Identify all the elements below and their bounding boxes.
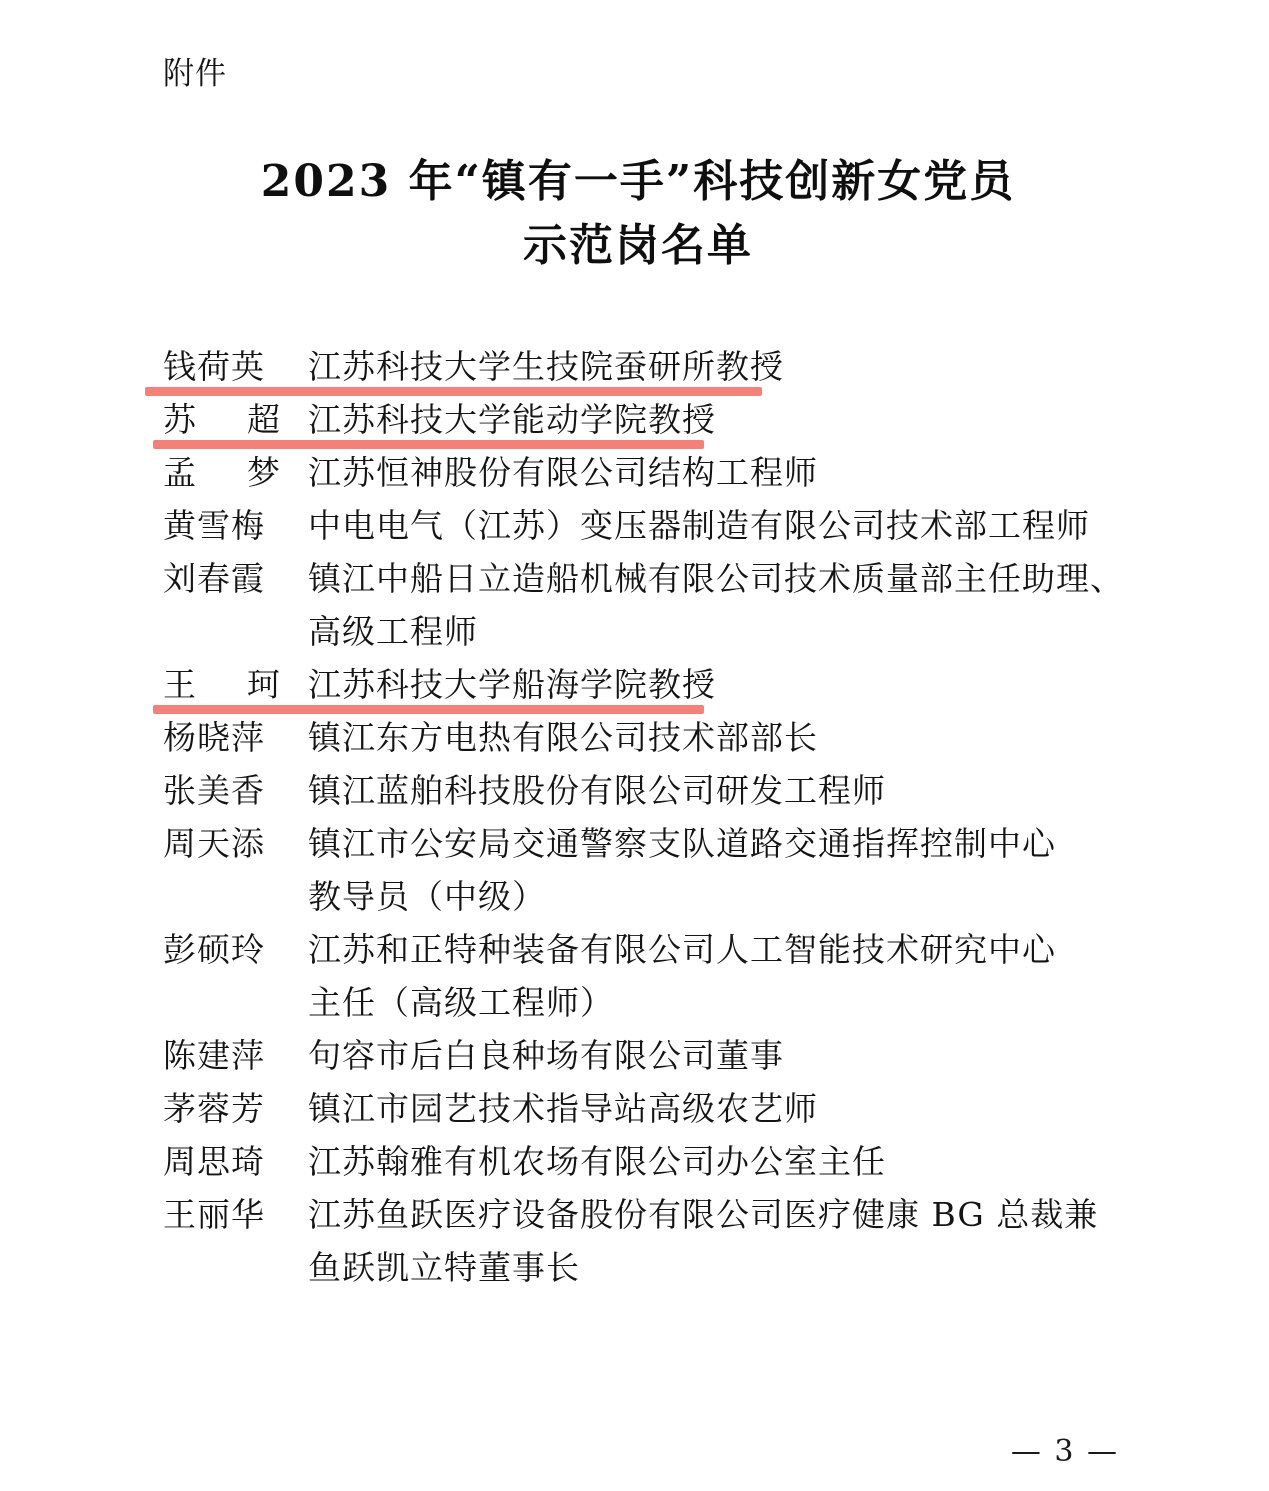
list-item xyxy=(163,764,1123,817)
list-item xyxy=(163,499,1123,552)
title-line-2: 示范岗名单 xyxy=(523,219,753,271)
list-item xyxy=(163,817,1123,923)
person-affiliation: 江苏和正特种装备有限公司人工智能技术研究中心 xyxy=(308,930,1056,969)
list-item-main-line xyxy=(163,1188,1123,1241)
person-affiliation: 句容市后白良种场有限公司董事 xyxy=(308,1036,784,1075)
list-item-main-line xyxy=(163,340,1123,393)
person-name-char: 超 xyxy=(247,400,281,439)
list-item xyxy=(163,711,1123,764)
person-name: 陈建萍 xyxy=(163,1036,265,1075)
person-name-char: 珂 xyxy=(247,665,281,704)
title-line-1: 2023 年“镇有一手”科技创新女党员 xyxy=(260,156,1016,207)
person-name-char: 孟 xyxy=(163,453,197,492)
person-affiliation: 镇江东方电热有限公司技术部部长 xyxy=(308,718,818,757)
list-item-main-line xyxy=(163,817,1123,870)
person-affiliation: 江苏恒神股份有限公司结构工程师 xyxy=(308,453,818,492)
list-item xyxy=(163,1029,1123,1082)
person-name: 张美香 xyxy=(163,771,265,810)
list-item-main-line xyxy=(163,764,1123,817)
person-name: 杨晓萍 xyxy=(163,718,265,757)
person-name: 黄雪梅 xyxy=(163,506,265,545)
attachment-label: 附件 xyxy=(163,56,227,92)
list-item xyxy=(163,1188,1123,1294)
person-name xyxy=(163,658,308,711)
person-name: 王丽华 xyxy=(163,1195,265,1234)
page-number: — 3 — xyxy=(1010,1434,1119,1469)
person-affiliation: 江苏鱼跃医疗设备股份有限公司医疗健康 BG 总裁兼 xyxy=(308,1195,1099,1234)
list-item-main-line xyxy=(163,499,1123,552)
list-item xyxy=(163,658,1123,711)
list-item xyxy=(163,1135,1123,1188)
list-item xyxy=(163,393,1123,446)
person-name: 周天添 xyxy=(163,824,265,863)
list-item-main-line xyxy=(163,446,1123,499)
list-item xyxy=(163,340,1123,393)
list-item-main-line xyxy=(163,1135,1123,1188)
list-item xyxy=(163,552,1123,658)
person-name-char: 王 xyxy=(163,665,197,704)
person-affiliation: 江苏翰雅有机农场有限公司办公室主任 xyxy=(308,1142,886,1181)
person-affiliation: 江苏科技大学生技院蚕研所教授 xyxy=(308,347,784,386)
person-affiliation-continued: 鱼跃凯立特董事长 xyxy=(308,1248,580,1287)
person-affiliation-continued: 主任（高级工程师） xyxy=(308,983,614,1022)
person-name xyxy=(163,446,308,499)
person-name: 钱荷英 xyxy=(163,347,265,386)
award-list xyxy=(163,340,1123,1294)
person-affiliation-continued: 高级工程师 xyxy=(308,612,478,651)
person-name: 周思琦 xyxy=(163,1142,265,1181)
list-item-main-line xyxy=(163,552,1123,605)
person-affiliation: 镇江市园艺技术指导站高级农艺师 xyxy=(308,1089,818,1128)
person-name: 茅蓉芳 xyxy=(163,1089,265,1128)
page-title xyxy=(163,150,1113,278)
list-item-main-line xyxy=(163,923,1123,976)
person-name: 彭硕玲 xyxy=(163,930,265,969)
list-item-main-line xyxy=(163,393,1123,446)
person-name: 刘春霞 xyxy=(163,559,265,598)
person-affiliation: 镇江中船日立造船机械有限公司技术质量部主任助理、 xyxy=(308,559,1124,598)
person-name-char: 苏 xyxy=(163,400,197,439)
person-affiliation: 镇江市公安局交通警察支队道路交通指挥控制中心 xyxy=(308,824,1056,863)
list-item-main-line xyxy=(163,1029,1123,1082)
list-item xyxy=(163,1082,1123,1135)
list-item-main-line xyxy=(163,658,1123,711)
person-name xyxy=(163,393,308,446)
person-affiliation-continued: 教导员（中级） xyxy=(308,877,546,916)
person-affiliation: 江苏科技大学船海学院教授 xyxy=(308,665,716,704)
person-affiliation: 镇江蓝舶科技股份有限公司研发工程师 xyxy=(308,771,886,810)
list-item-main-line xyxy=(163,1082,1123,1135)
person-affiliation: 中电电气（江苏）变压器制造有限公司技术部工程师 xyxy=(308,506,1090,545)
person-name-char: 梦 xyxy=(247,453,281,492)
person-affiliation: 江苏科技大学能动学院教授 xyxy=(308,400,716,439)
list-item xyxy=(163,446,1123,499)
list-item-main-line xyxy=(163,711,1123,764)
list-item xyxy=(163,923,1123,1029)
